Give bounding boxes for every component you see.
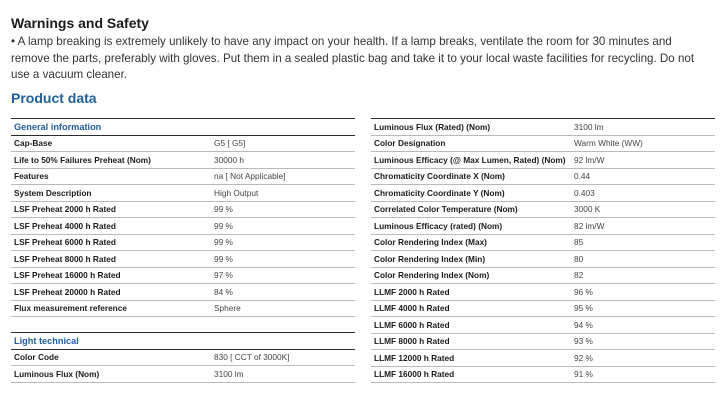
table-row [371, 300, 715, 317]
row-label: LSF Preheat 8000 h Rated [11, 251, 211, 268]
row-label: Color Code [11, 349, 211, 366]
table-row [371, 267, 715, 284]
row-value: Sphere [211, 300, 355, 317]
row-value: 3000 K [571, 201, 715, 218]
table-row [371, 135, 715, 152]
row-label: Color Rendering Index (Nom) [371, 267, 571, 284]
row-label: LSF Preheat 6000 h Rated [11, 234, 211, 251]
row-value: 3100 lm [211, 366, 355, 383]
row-label: Flux measurement reference [11, 300, 211, 317]
row-value: na [ Not Applicable] [211, 168, 355, 185]
row-label: LLMF 8000 h Rated [371, 333, 571, 350]
row-value: 80 [571, 251, 715, 268]
row-value: 91 % [571, 366, 715, 383]
row-value: High Output [211, 185, 355, 202]
table-section-header [11, 119, 355, 136]
table-row [11, 135, 355, 152]
table-row [371, 366, 715, 383]
row-label: LLMF 16000 h Rated [371, 366, 571, 383]
row-value: 830 [ CCT of 3000K] [211, 349, 355, 366]
row-value: 84 % [211, 284, 355, 301]
row-label: Features [11, 168, 211, 185]
row-value: 99 % [211, 234, 355, 251]
row-label: Luminous Flux (Nom) [11, 366, 211, 383]
general-information-table [11, 118, 355, 317]
row-label: LLMF 2000 h Rated [371, 284, 571, 301]
section-header-label: General information [11, 119, 355, 136]
row-label: Luminous Flux (Rated) (Nom) [371, 119, 571, 136]
table-row [371, 284, 715, 301]
row-label: Cap-Base [11, 135, 211, 152]
row-value: 93 % [571, 333, 715, 350]
table-row [11, 366, 355, 383]
row-value: 92 % [571, 350, 715, 367]
row-value: Warm White (WW) [571, 135, 715, 152]
row-label: LLMF 4000 h Rated [371, 300, 571, 317]
row-label: Luminous Efficacy (@ Max Lumen, Rated) (Nom) [371, 152, 571, 169]
row-value: 96 % [571, 284, 715, 301]
row-value: 30000 h [211, 152, 355, 169]
row-value: 94 % [571, 317, 715, 334]
table-row [11, 349, 355, 366]
light-technical-table [11, 332, 355, 383]
table-section-header [11, 333, 355, 350]
row-value: 82 [571, 267, 715, 284]
row-value: 85 [571, 234, 715, 251]
row-value: 95 % [571, 300, 715, 317]
row-label: LSF Preheat 4000 h Rated [11, 218, 211, 235]
row-value: 99 % [211, 251, 355, 268]
table-row [371, 152, 715, 169]
row-value: 92 lm/W [571, 152, 715, 169]
table-row [11, 234, 355, 251]
row-label: Chromaticity Coordinate X (Nom) [371, 168, 571, 185]
row-value: 99 % [211, 218, 355, 235]
row-label: Color Designation [371, 135, 571, 152]
table-row [11, 267, 355, 284]
row-label: LSF Preheat 20000 h Rated [11, 284, 211, 301]
row-label: Correlated Color Temperature (Nom) [371, 201, 571, 218]
table-row [11, 168, 355, 185]
table-row [11, 251, 355, 268]
table-row [11, 152, 355, 169]
row-label: Chromaticity Coordinate Y (Nom) [371, 185, 571, 202]
row-label: LLMF 12000 h Rated [371, 350, 571, 367]
row-value: 3100 lm [571, 119, 715, 136]
row-label: System Description [11, 185, 211, 202]
row-label: Life to 50% Failures Preheat (Nom) [11, 152, 211, 169]
row-label: LSF Preheat 2000 h Rated [11, 201, 211, 218]
table-row [371, 234, 715, 251]
section-header-label: Light technical [11, 333, 355, 350]
row-value: 99 % [211, 201, 355, 218]
row-value: 0.403 [571, 185, 715, 202]
table-row [11, 201, 355, 218]
row-label: LSF Preheat 16000 h Rated [11, 267, 211, 284]
table-row [11, 284, 355, 301]
warnings-title: Warnings and Safety [11, 15, 149, 31]
warnings-text: • A lamp breaking is extremely unlikely to have any impact on your health. If a lamp breaks, ventilate the room for 30 minutes and remove the parts, preferably with gloves. Put them in a sealed plastic bag and take it to your local waste facilities for recycling. Do not use a vacuum cleaner. [11, 35, 695, 81]
light-technical-continued-table [371, 118, 715, 383]
table-row [371, 317, 715, 334]
row-value: 82 lm/W [571, 218, 715, 235]
table-row [11, 218, 355, 235]
table-row [371, 333, 715, 350]
table-row [371, 201, 715, 218]
product-data-title: Product data [11, 90, 97, 106]
table-row [371, 168, 715, 185]
table-row [371, 185, 715, 202]
table-row [371, 251, 715, 268]
row-value: 0.44 [571, 168, 715, 185]
table-row [371, 119, 715, 136]
row-value: G5 [ G5] [211, 135, 355, 152]
row-label: Color Rendering Index (Min) [371, 251, 571, 268]
table-row [371, 218, 715, 235]
row-label: Luminous Efficacy (rated) (Nom) [371, 218, 571, 235]
row-label: LLMF 6000 h Rated [371, 317, 571, 334]
table-row [371, 350, 715, 367]
table-row [11, 185, 355, 202]
row-label: Color Rendering Index (Max) [371, 234, 571, 251]
table-row [11, 300, 355, 317]
row-value: 97 % [211, 267, 355, 284]
